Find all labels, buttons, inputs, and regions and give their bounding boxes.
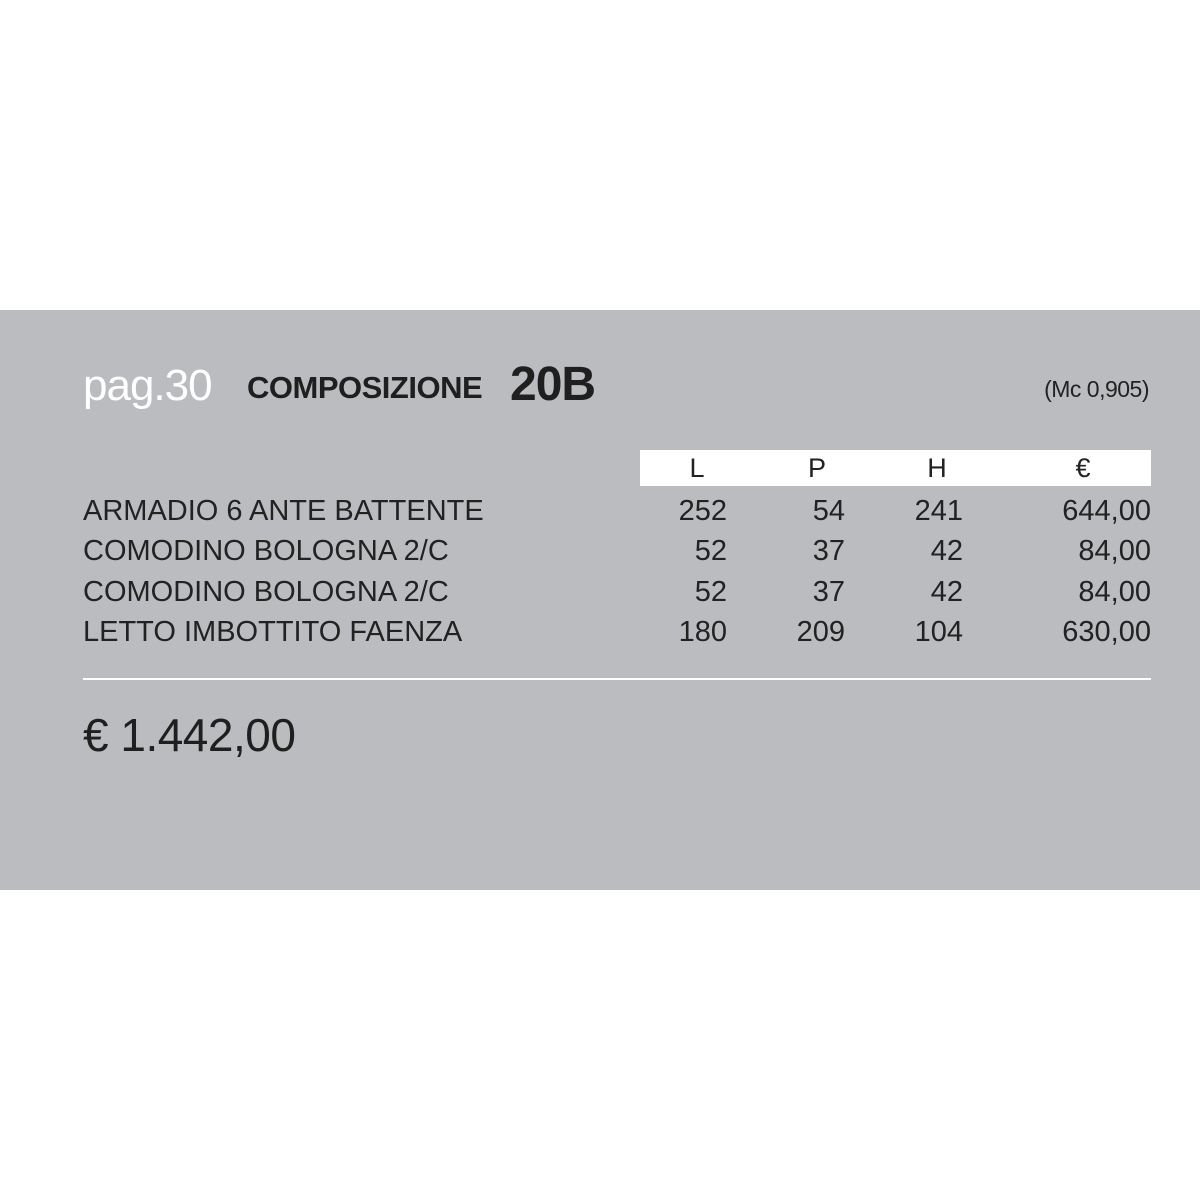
table-row	[0, 531, 1200, 571]
column-header-height: H	[927, 453, 947, 483]
table-row	[0, 491, 1200, 531]
item-depth: 54	[812, 495, 845, 527]
volume-value: (Mc 0,905)	[1044, 376, 1149, 402]
column-header-bar	[640, 450, 1151, 486]
item-price: 644,00	[1062, 495, 1151, 527]
item-price: 84,00	[1078, 535, 1151, 567]
item-height: 42	[930, 535, 963, 567]
table-row	[0, 612, 1200, 652]
item-length: 52	[694, 576, 727, 608]
column-header-length: L	[689, 453, 705, 483]
composition-code: 20B	[510, 358, 596, 411]
item-depth: 37	[812, 576, 845, 608]
item-name: COMODINO BOLOGNA 2/C	[83, 576, 449, 608]
item-depth: 209	[796, 616, 845, 648]
column-header-price: €	[1075, 453, 1091, 483]
item-name: LETTO IMBOTTITO FAENZA	[83, 616, 463, 648]
item-name: COMODINO BOLOGNA 2/C	[83, 535, 449, 567]
item-name: ARMADIO 6 ANTE BATTENTE	[83, 495, 484, 527]
table-row	[0, 572, 1200, 612]
composition-label: COMPOSIZIONE	[247, 370, 483, 405]
item-length: 252	[678, 495, 727, 527]
page-reference: pag.30	[83, 361, 212, 410]
total-price: € 1.442,00	[83, 709, 296, 761]
item-length: 180	[678, 616, 727, 648]
column-header-depth: P	[807, 453, 827, 483]
item-height: 241	[914, 495, 963, 527]
item-height: 42	[930, 576, 963, 608]
item-price: 630,00	[1062, 616, 1151, 648]
item-length: 52	[694, 535, 727, 567]
divider	[83, 678, 1151, 680]
item-price: 84,00	[1078, 576, 1151, 608]
item-height: 104	[914, 616, 963, 648]
item-depth: 37	[812, 535, 845, 567]
